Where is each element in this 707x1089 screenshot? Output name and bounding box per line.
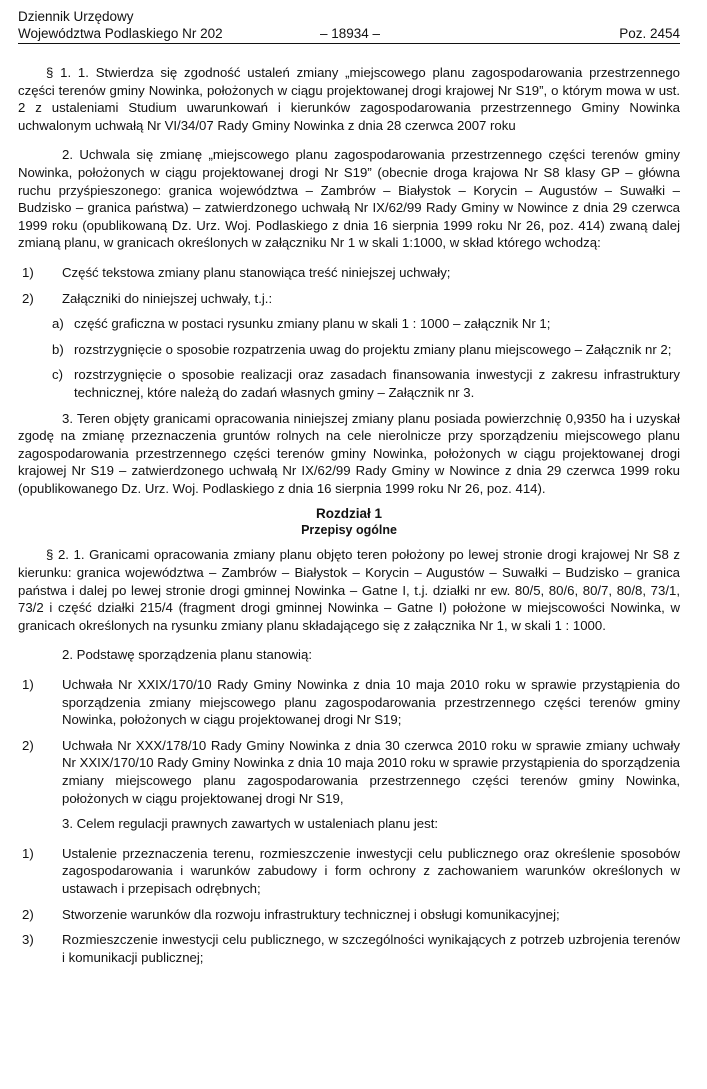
list-item xyxy=(18,264,680,282)
header-line-2 xyxy=(18,25,680,44)
chapter-subtitle: Przepisy ogólne xyxy=(301,523,397,538)
list-item xyxy=(18,737,680,807)
sublist-item-text: rozstrzygnięcie o sposobie rozpatrzenia uwag do projektu zmiany planu miejscowego – Załącznik nr 2; xyxy=(74,341,672,357)
sublist-item xyxy=(18,341,680,359)
paragraph-6: 3. Celem regulacji prawnych zawartych w ustaleniach planu jest: xyxy=(62,816,439,832)
journal-subtitle: Województwa Podlaskiego Nr 202 xyxy=(18,26,223,41)
header-line-1 xyxy=(18,8,680,25)
paragraph-1: § 1. 1. Stwierdza się zgodność ustaleń zmiany „miejscowego planu zagospodarowania przestrzennego części terenów gminy Nowinka, położonych w ciągu projektowanej drogi krajowej Nr S19”, o którym mowa w ust. 2 z ustaleniami Studium uwarunkowań i kierunków zagospodarowania przestrzennego Gminy Nowinka uchwalonym uchwałą Nr VI/34/07 Rady Gminy Nowinka z dnia 28 czerwca 2007 roku xyxy=(18,65,680,133)
list-item xyxy=(18,906,680,924)
list-item-text: Uchwała Nr XXX/178/10 Rady Gminy Nowinka z dnia 30 czerwca 2010 roku w sprawie zmiany uchwały Nr XXIX/170/10 Rady Gminy Nowinka z dnia 10 maja 2010 roku w sprawie przystąpienia do sporządzenia zmiany miejscowego planu zagospodarowania przestrzennego części terenów gminy Nowinka, położonych w ciągu projektowanej drogi Nr S19, xyxy=(62,737,680,806)
list-item-text: Załączniki do niniejszej uchwały, t.j.: xyxy=(62,290,273,306)
list-item-number: 2) xyxy=(22,290,34,306)
list-item-number: 1) xyxy=(22,264,34,280)
list-item-text: Stworzenie warunków dla rozwoju infrastruktury technicznej i obsługi komunikacyjnej; xyxy=(62,906,560,922)
list-item-number: 1) xyxy=(22,677,34,693)
page-number: – 18934 – xyxy=(320,26,381,41)
sublist-item-letter: a) xyxy=(52,316,64,332)
list-item-number: 3) xyxy=(22,932,34,948)
list-item-number: 1) xyxy=(22,845,34,861)
sublist-item-text: rozstrzygnięcie o sposobie realizacji oraz zasadach finansowania inwestycji z zakresu infrastruktury technicznej, które należą do zadań własnych gminy – Załącznik nr 3. xyxy=(74,367,680,400)
list-item-text: Ustalenie przeznaczenia terenu, rozmieszczenie inwestycji celu publicznego oraz określenie sposobów zagospodarowania i warunków zabudowy i form ochrony z zachowaniem warunków określonych w ustawach i przepisach odrębnych; xyxy=(62,845,680,896)
list-item xyxy=(18,845,680,898)
sublist-item-letter: b) xyxy=(52,341,64,357)
document-body xyxy=(18,64,680,974)
paragraph-2: 2. Uchwala się zmianę „miejscowego planu zagospodarowania przestrzennego części terenów gminy Nowinka, położonych w ciągu projektowanej drogi Nr S19” (obecnie droga krajowa Nr S8 klasy GP – główna ruchu przyśpieszonego: granica województwa – Zambrów – Białystok – Korycin – Augustów – Suwałki – Budzisko – granica państwa) – zatwierdzonego uchwałą Nr IX/62/99 Rady Gminy w Nowince z dnia 29 czerwca 1999 roku (opublikowaną Dz. Urz. Woj. Podlaskiego z dnia 16 sierpnia 1999 roku Nr 26, poz. 414) zwaną dalej zmianą planu, w granicach określonych w załączniku Nr 1 w skali 1:1000, w skład którego wchodzą: xyxy=(18,147,680,251)
position-number: Poz. 2454 xyxy=(619,26,680,41)
list-item-text: Rozmieszczenie inwestycji celu publicznego, w szczególności wynikających z potrzeb uzbrojenia terenów i komunikacji publicznej; xyxy=(62,932,680,965)
paragraph-5: 2. Podstawę sporządzenia planu stanowią: xyxy=(62,647,312,663)
paragraph-3: 3. Teren objęty granicami opracowania niniejszej zmiany planu posiada powierzchnię 0,9350 ha i uzyskał zgodę na zmianę przeznaczenia gruntów rolnych na cele nierolnicze przy sporządzeniu miejscowego planu zagospodarowania przestrzennego części terenów gminy Nowinka, położonych w ciągu projektowanej drogi krajowej Nr S19 – zatwierdzonego uchwałą Nr IX/62/99 Rady Gminy w Nowince z dnia 29 czerwca 1999 roku (opublikowanego Dz. Urz. Woj. Podlaskiego z dnia 16 sierpnia 1999 roku Nr 26, poz. 414). xyxy=(18,410,680,496)
sublist-item xyxy=(18,315,680,333)
list-item xyxy=(18,676,680,729)
paragraph-4: § 2. 1. Granicami opracowania zmiany planu objęto teren położony po lewej stronie drogi krajowej Nr S8 z kierunku: granica województwa – Zambrów – Białystok – Korycin – Augustów – Suwałki – Budzisko – granica państwa i dalej po lewej stronie drogi gminnej Nowinka – Gatne I, t.j. działki nr ew. 80/5, 80/6, 80/7, 80/8, 73/1, 73/2 i część działki 215/4 (fragment drogi gminnej Nowinka – Gatne I) położone w miejscowości Nowinka, w granicach określonych na rysunku zmiany planu składającego się z załącznika Nr 1, w skali 1 : 1000. xyxy=(18,547,680,633)
list-item-number: 2) xyxy=(22,906,34,922)
list-item xyxy=(18,290,680,308)
sublist-item-letter: c) xyxy=(52,367,63,383)
list-item-text: Część tekstowa zmiany planu stanowiąca treść niniejszej uchwały; xyxy=(62,264,451,280)
sublist-item-text: część graficzna w postaci rysunku zmiany planu w skali 1 : 1000 – załącznik Nr 1; xyxy=(74,316,551,332)
document-header xyxy=(18,8,680,44)
list-item xyxy=(18,931,680,966)
sublist-item xyxy=(18,366,680,401)
list-item-number: 2) xyxy=(22,737,34,753)
list-item-text: Uchwała Nr XXIX/170/10 Rady Gminy Nowinka z dnia 10 maja 2010 roku w sprawie przystąpienia do sporządzenia zmiany miejscowego planu zagospodarowania przestrzennego części terenów gminy Nowinka, położonych w ciągu projektowanej drogi Nr S19; xyxy=(62,677,680,728)
journal-title: Dziennik Urzędowy xyxy=(18,9,134,24)
chapter-title: Rozdział 1 xyxy=(315,506,382,522)
